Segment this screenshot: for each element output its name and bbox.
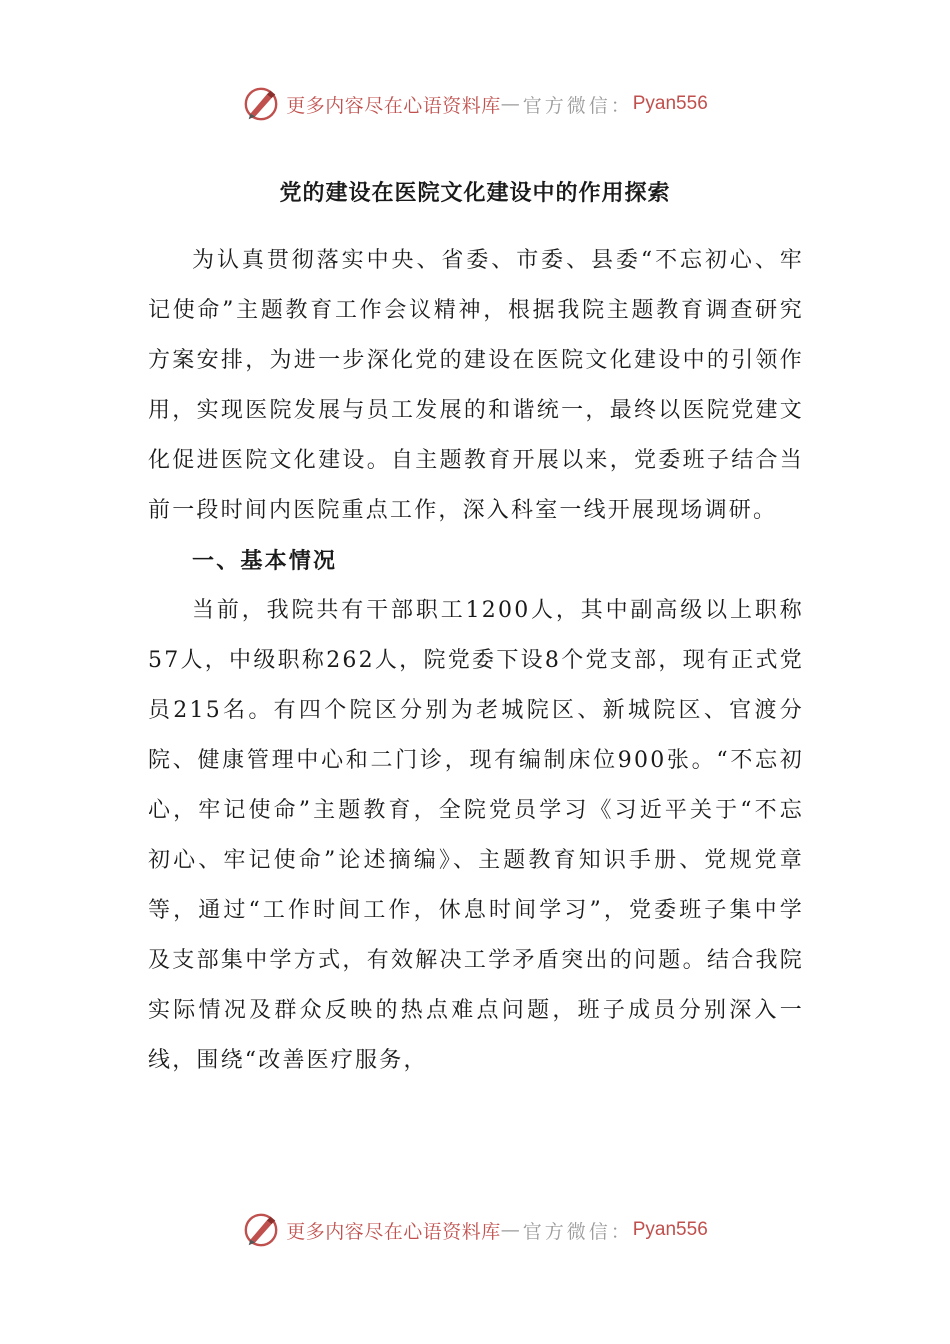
section-heading: 一、基本情况	[192, 548, 338, 574]
dash: —	[500, 1219, 523, 1241]
header-watermark-banner	[0, 80, 950, 128]
wechat-label: 官方微信：	[522, 94, 633, 117]
dash: —	[500, 93, 523, 115]
document-body	[148, 236, 804, 1086]
pen-logo-icon	[242, 85, 280, 123]
section-paragraph: 当前，我院共有干部职工1200人，其中副高级以上职称57人，中级职称262人，院党委下设8个党支部，现有正式党员215名。有四个院区分别为老城院区、新城院区、官渡分院、健康管理中心和二门诊，现有编制床位900张。“不忘初心，牢记使命”主题教育，全院党员学习《习近平关于“不忘初心、牢记使命”论述摘编》、主题教育知识手册、党规党章等，通过“工作时间工作，休息时间学习”，党委班子集中学及支部集中学方式，有效解决工学矛盾突出的问题。结合我院实际情况及群众反映的热点难点问题，班子成员分别深入一线，围绕“改善医疗服务，	[148, 598, 804, 1073]
wechat-id: Pyan556	[632, 1219, 708, 1240]
brand-text: 更多内容尽在心语资料库	[286, 1220, 501, 1243]
wechat-id: Pyan556	[632, 93, 708, 114]
wechat-label: 官方微信：	[522, 1220, 633, 1243]
pen-logo-icon	[242, 1211, 280, 1249]
intro-paragraph: 为认真贯彻落实中央、省委、市委、县委“不忘初心、牢记使命”主题教育工作会议精神，根据我院主题教育调查研究方案安排，为进一步深化党的建设在医院文化建设中的引领作用，实现医院发展与员工发展的和谐统一，最终以医院党建文化促进医院文化建设。自主题教育开展以来，党委班子结合当前一段时间内医院重点工作，深入科室一线开展现场调研。	[148, 248, 804, 523]
document-title: 党的建设在医院文化建设中的作用探索	[279, 180, 671, 206]
brand-text: 更多内容尽在心语资料库	[286, 94, 501, 117]
footer-watermark-banner	[0, 1206, 950, 1254]
